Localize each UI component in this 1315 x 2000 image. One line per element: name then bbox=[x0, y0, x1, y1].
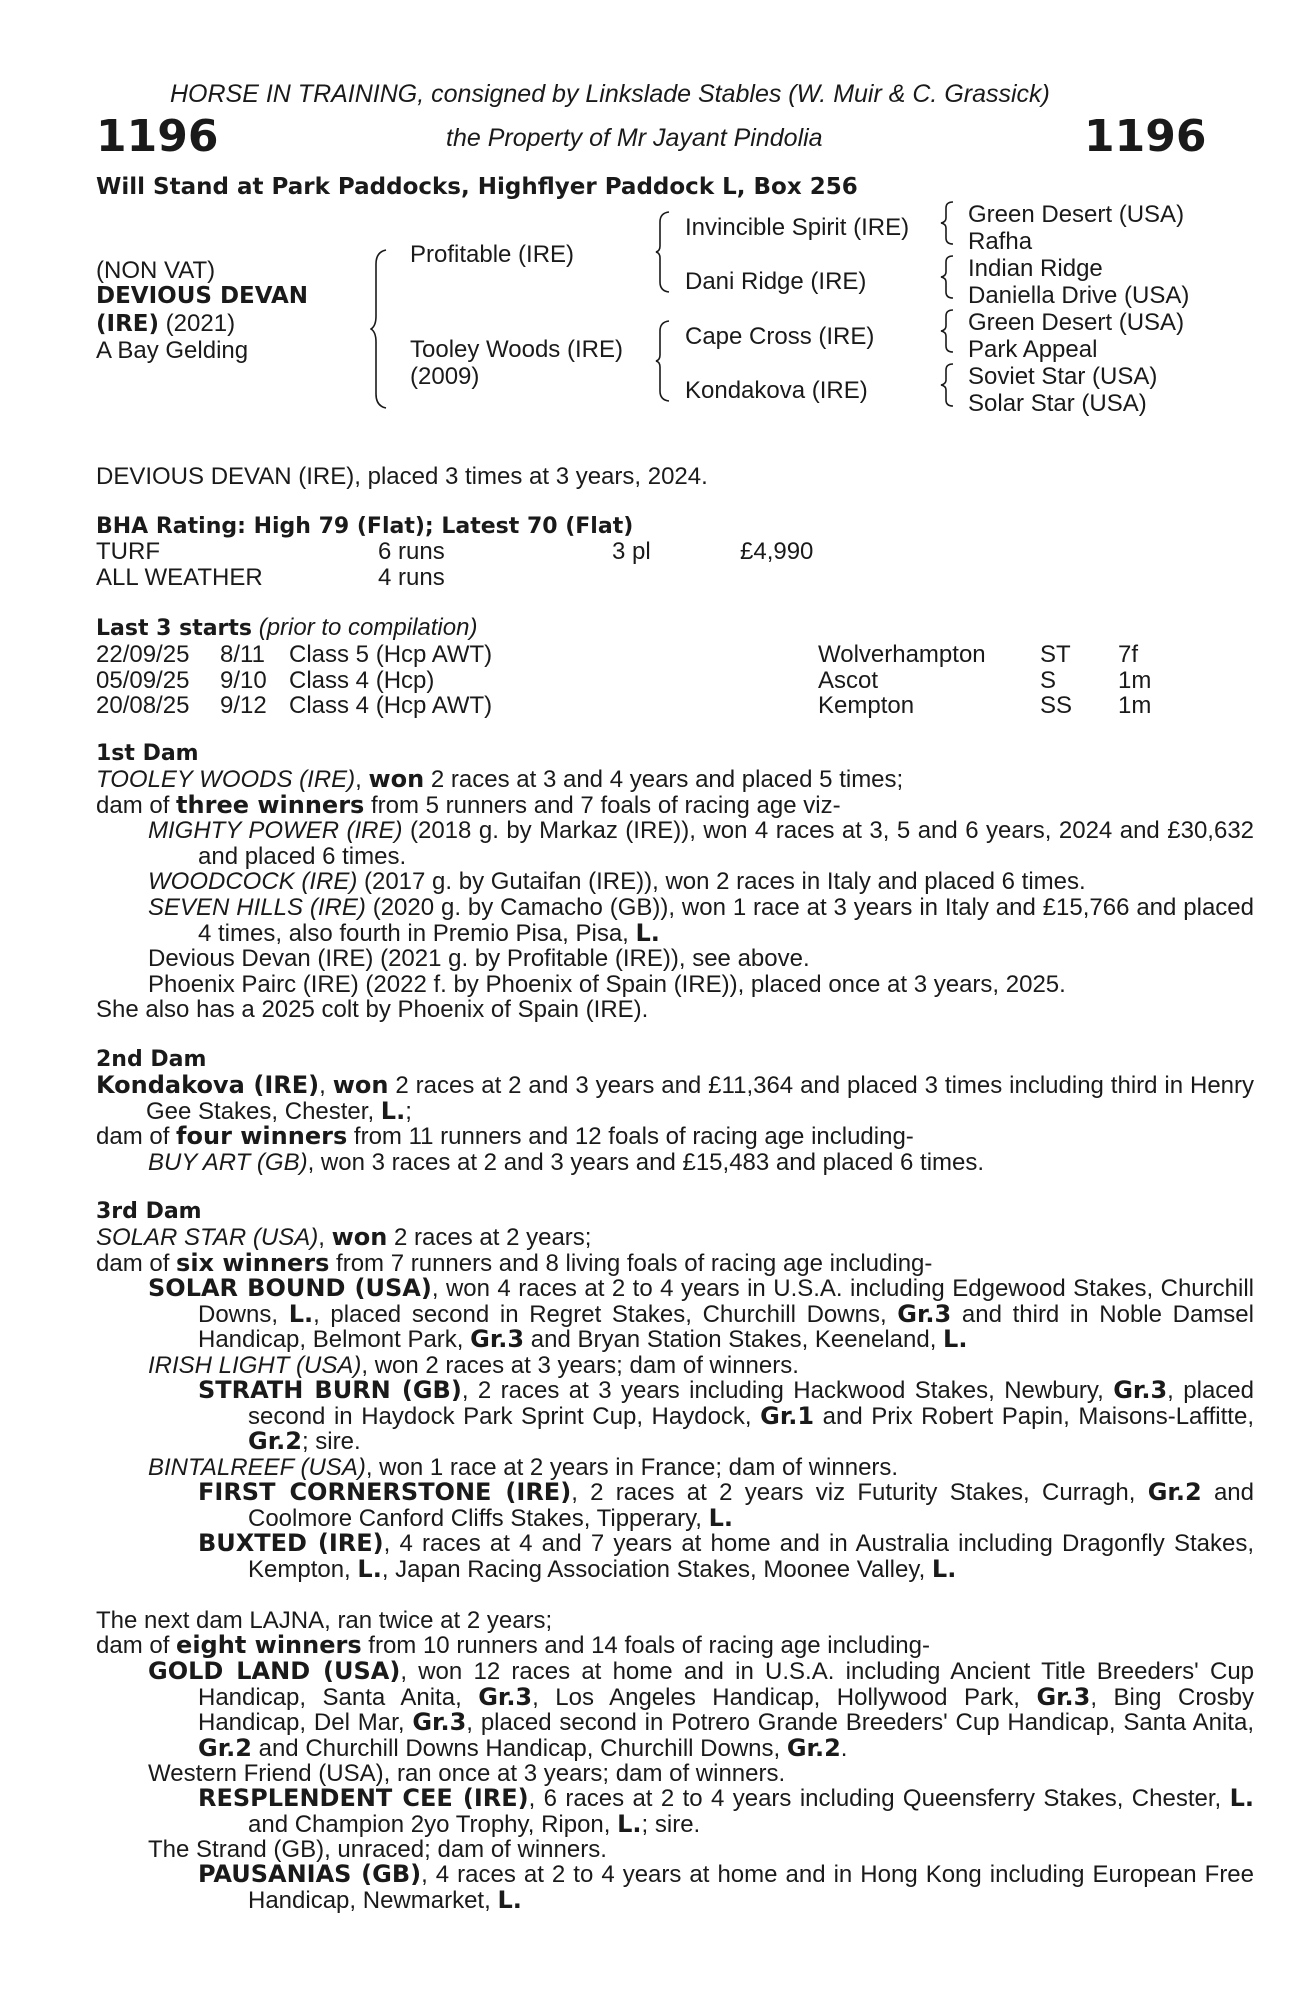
listed-badge: L. bbox=[288, 1299, 314, 1328]
progeny-name: BUY ART (GB) bbox=[148, 1149, 308, 1176]
text: . bbox=[840, 1734, 848, 1762]
listed-badge: L. bbox=[708, 1503, 734, 1532]
winners-count: three winners bbox=[176, 791, 365, 819]
progeny-record: , won 1 race at 2 years in France; dam of winners. bbox=[365, 1454, 899, 1481]
pedigree-gen3-4: Daniella Drive (USA) bbox=[968, 282, 1190, 309]
progeny-entry bbox=[148, 869, 1204, 895]
grand-progeny-entry bbox=[198, 1862, 1254, 1913]
pedigree-dam: Tooley Woods (IRE) bbox=[410, 336, 623, 363]
listed-badge: L. bbox=[931, 1554, 957, 1583]
pedigree-brace-g4 bbox=[940, 362, 956, 408]
start-distance: 7f bbox=[1118, 641, 1139, 668]
start-position: 9/10 bbox=[220, 667, 267, 694]
third-dam-heading: 3rd Dam bbox=[96, 1199, 202, 1224]
pedigree-gen3-2: Rafha bbox=[968, 228, 1033, 255]
pedigree-dam-year: (2009) bbox=[410, 363, 480, 390]
progeny-name: GOLD LAND (USA) bbox=[148, 1657, 401, 1685]
winners-count: eight winners bbox=[176, 1631, 362, 1659]
group-badge: Gr.3 bbox=[1036, 1682, 1091, 1711]
pedigree-gen3-3: Indian Ridge bbox=[968, 255, 1103, 282]
first-dam-produce-line bbox=[96, 793, 1204, 819]
progeny-record: , won 4 races at 2 to 4 years in U.S.A. including Edgewood Stakes, Churchill Downs, bbox=[198, 1275, 1254, 1328]
progeny-record: , placed second in Haydock Park Sprint Cup, Haydock, bbox=[248, 1377, 1254, 1430]
progeny-record: (2017 g. by Gutaifan (IRE)), won 2 races in Italy and placed 6 times. bbox=[357, 868, 1086, 895]
start-row bbox=[0, 641, 1315, 667]
text: dam of bbox=[96, 1250, 177, 1277]
won-label: won bbox=[331, 1223, 388, 1251]
property-line: the Property of Mr Jayant Pindolia bbox=[446, 124, 823, 152]
start-going: SS bbox=[1040, 692, 1073, 719]
text: dam of bbox=[96, 792, 177, 819]
pedigree-brace-dam bbox=[655, 319, 673, 403]
horse-origin-year bbox=[96, 311, 235, 337]
dam-record: 2 races at 2 years; bbox=[387, 1224, 592, 1251]
listed-badge: L. bbox=[357, 1554, 382, 1583]
text: from 11 runners and 12 foals of racing age including- bbox=[347, 1123, 914, 1150]
listed-badge: L. bbox=[497, 1885, 522, 1914]
pedigree-gen3-8: Solar Star (USA) bbox=[968, 390, 1147, 417]
group-badge: Gr.3 bbox=[897, 1299, 952, 1328]
listed-badge: L. bbox=[617, 1809, 642, 1838]
start-date: 20/08/25 bbox=[96, 692, 190, 719]
group-badge: Gr.2 bbox=[1147, 1478, 1202, 1506]
progeny-record: , 4 races at 4 and 7 years at home and in Australia including Dragonfly Stakes, Kempton, bbox=[248, 1530, 1254, 1583]
bha-rating-title: BHA Rating: High 79 (Flat); Latest 70 (Flat) bbox=[96, 514, 634, 539]
listed-badge: L. bbox=[635, 918, 660, 947]
start-class: Class 5 (Hcp AWT) bbox=[289, 641, 493, 668]
pedigree-gen3-1: Green Desert (USA) bbox=[968, 201, 1185, 228]
won-label: won bbox=[332, 1071, 389, 1099]
last-starts-label: Last 3 starts bbox=[96, 616, 253, 641]
progeny-record: , 4 races at 2 to 4 years at home and in Hong Kong including European Free Handicap, Newmarket, bbox=[248, 1861, 1255, 1914]
progeny-record: , won 3 races at 2 and 3 years and £15,483 and placed 6 times. bbox=[307, 1149, 985, 1176]
progeny-record: , won 12 races at home and in U.S.A. including Ancient Title Breeders' Cup Handicap, Santa Anita, bbox=[198, 1658, 1255, 1711]
grand-progeny-entry bbox=[198, 1480, 1254, 1531]
dam-name: SOLAR STAR (USA) bbox=[96, 1224, 319, 1251]
start-distance: 1m bbox=[1118, 667, 1152, 694]
grand-progeny-entry bbox=[198, 1786, 1254, 1837]
progeny-record: and third in Noble Damsel Handicap, Belmont Park, bbox=[198, 1300, 1254, 1353]
second-dam-line: Kondakova (IRE), won 2 races at 2 and 3 years and £11,364 and placed 3 times including third in Henry Gee Stakes, Chester, L.; bbox=[96, 1071, 1255, 1125]
second-dam-heading: 2nd Dam bbox=[96, 1047, 207, 1072]
rating-runs: 4 runs bbox=[378, 564, 445, 591]
horse-origin: (IRE) bbox=[96, 311, 160, 337]
pedigree-brace-g1 bbox=[940, 200, 956, 246]
progeny-entry: The Strand (GB), unraced; dam of winners. bbox=[148, 1836, 607, 1863]
progeny-name: BUXTED (IRE) bbox=[198, 1529, 384, 1557]
progeny-record: (2020 g. by Camacho (GB)), won 1 race at 3 years in Italy and £15,766 and placed 4 times, also fourth in Premio Pisa, Pisa, bbox=[198, 894, 1254, 947]
progeny-record: , 6 races at 2 to 4 years including Queensferry Stakes, Chester, bbox=[528, 1785, 1230, 1812]
pedigree-gen3-5: Green Desert (USA) bbox=[968, 309, 1185, 336]
start-date: 22/09/25 bbox=[96, 641, 190, 668]
start-class: Class 4 (Hcp AWT) bbox=[289, 692, 493, 719]
won-label: won bbox=[368, 765, 425, 793]
progeny-note: She also has a 2025 colt by Phoenix of Spain (IRE). bbox=[96, 996, 649, 1023]
progeny-name: SOLAR BOUND (USA) bbox=[148, 1274, 432, 1302]
first-dam-heading: 1st Dam bbox=[96, 741, 199, 766]
rating-row-turf bbox=[0, 538, 1315, 564]
dam-record: 2 races at 2 and 3 years and £11,364 and placed 3 times including third in Henry Gee Stakes, Chester, bbox=[146, 1072, 1255, 1125]
progeny-record: (2018 g. by Markaz (IRE)), won 4 races at 3, 5 and 6 years, 2024 and £30,632 and placed 6 times. bbox=[198, 817, 1255, 870]
pedigree-gen3-6: Park Appeal bbox=[968, 336, 1098, 363]
start-position: 9/12 bbox=[220, 692, 267, 719]
progeny-entry: Phoenix Pairc (IRE) (2022 f. by Phoenix of Spain (IRE)), placed once at 3 years, 2025. bbox=[148, 971, 1066, 998]
horse-name: DEVIOUS DEVAN bbox=[96, 283, 309, 309]
dam-name: TOOLEY WOODS (IRE) bbox=[96, 766, 356, 793]
text: ; bbox=[405, 1097, 412, 1125]
progeny-record: and Champion 2yo Trophy, Ripon, bbox=[248, 1810, 618, 1838]
grand-progeny-entry bbox=[198, 1378, 1254, 1455]
progeny-name: STRATH BURN (GB) bbox=[198, 1376, 462, 1404]
progeny-record: ; sire. bbox=[301, 1428, 361, 1455]
lot-number-left: 1196 bbox=[96, 111, 219, 162]
next-dam-line: The next dam LAJNA, ran twice at 2 years; bbox=[96, 1607, 553, 1634]
start-course: Wolverhampton bbox=[818, 641, 986, 668]
start-row bbox=[0, 692, 1315, 718]
pedigree-brace-main bbox=[370, 248, 392, 410]
pedigree-dam-sire: Cape Cross (IRE) bbox=[685, 323, 875, 350]
start-position: 8/11 bbox=[220, 641, 265, 668]
text: dam of bbox=[96, 1632, 177, 1659]
text: from 10 runners and 14 foals of racing age including- bbox=[361, 1632, 930, 1659]
progeny-entry bbox=[148, 1276, 1254, 1353]
second-dam-produce-line bbox=[96, 1124, 1204, 1150]
horse-year: (2021) bbox=[159, 310, 236, 337]
start-distance: 1m bbox=[1118, 692, 1152, 719]
text: from 7 runners and 8 living foals of racing age including- bbox=[329, 1250, 933, 1277]
progeny-name: PAUSANIAS (GB) bbox=[198, 1860, 422, 1888]
grand-progeny-entry bbox=[198, 1531, 1254, 1582]
pedigree-gen3-7: Soviet Star (USA) bbox=[968, 363, 1158, 390]
rating-placed: 3 pl bbox=[612, 538, 651, 565]
pedigree-sire-dam: Dani Ridge (IRE) bbox=[685, 268, 867, 295]
progeny-name: IRISH LIGHT (USA) bbox=[148, 1352, 362, 1379]
group-badge: Gr.3 bbox=[478, 1682, 533, 1711]
progeny-record: , placed second in Regret Stakes, Churchill Downs, bbox=[313, 1300, 898, 1328]
last-starts-note: (prior to compilation) bbox=[252, 614, 478, 641]
progeny-name: RESPLENDENT CEE (IRE) bbox=[198, 1784, 529, 1812]
progeny-entry bbox=[148, 818, 1254, 869]
progeny-entry bbox=[148, 1150, 1204, 1176]
third-dam-line: SOLAR STAR (USA), won 2 races at 2 years; bbox=[96, 1223, 592, 1251]
progeny-record: and Coolmore Canford Cliffs Stakes, Tipperary, bbox=[248, 1479, 1254, 1532]
progeny-record: , 2 races at 2 years viz Futurity Stakes, Curragh, bbox=[571, 1479, 1148, 1506]
group-badge: Gr.2 bbox=[198, 1733, 252, 1762]
start-class: Class 4 (Hcp) bbox=[289, 667, 435, 694]
progeny-record: and Bryan Station Stakes, Keeneland, bbox=[524, 1326, 944, 1353]
progeny-name: SEVEN HILLS (IRE) bbox=[148, 894, 366, 921]
progeny-entry: Western Friend (USA), ran once at 3 years; dam of winners. bbox=[148, 1760, 786, 1787]
lot-number-right: 1196 bbox=[1084, 111, 1207, 162]
first-dam-line: TOOLEY WOODS (IRE), won 2 races at 3 and 4 years and placed 5 times; bbox=[96, 765, 904, 793]
start-going: ST bbox=[1040, 641, 1071, 668]
pedigree-brace-sire bbox=[655, 210, 673, 294]
progeny-record: and Churchill Downs Handicap, Churchill Downs, bbox=[251, 1734, 787, 1762]
progeny-record: , Los Angeles Handicap, Hollywood Park, bbox=[532, 1683, 1037, 1711]
start-going: S bbox=[1040, 667, 1057, 694]
pedigree-sire: Profitable (IRE) bbox=[410, 241, 575, 268]
progeny-record: , won 2 races at 3 years; dam of winners. bbox=[361, 1352, 799, 1379]
race-summary: DEVIOUS DEVAN (IRE), placed 3 times at 3 years, 2024. bbox=[96, 463, 708, 490]
progeny-record: , 2 races at 3 years including Hackwood Stakes, Newbury, bbox=[461, 1377, 1114, 1404]
rating-surface: ALL WEATHER bbox=[96, 564, 263, 591]
listed-badge: L. bbox=[943, 1325, 968, 1353]
horse-description: A Bay Gelding bbox=[96, 337, 249, 364]
pedigree-brace-g2 bbox=[940, 254, 956, 300]
progeny-record: and Prix Robert Papin, Maisons-Laffitte, bbox=[814, 1402, 1254, 1430]
consignor-line: HORSE IN TRAINING, consigned by Linkslade Stables (W. Muir & C. Grassick) bbox=[170, 80, 1050, 108]
stable-location: Will Stand at Park Paddocks, Highflyer Paddock L, Box 256 bbox=[96, 174, 858, 200]
winners-count: four winners bbox=[176, 1122, 348, 1150]
third-dam-produce-line bbox=[96, 1251, 1204, 1277]
rating-surface: TURF bbox=[96, 538, 160, 565]
progeny-name: FIRST CORNERSTONE (IRE) bbox=[198, 1478, 572, 1506]
group-badge: Gr.3 bbox=[470, 1325, 525, 1353]
rating-runs: 6 runs bbox=[378, 538, 445, 565]
group-badge: Gr.3 bbox=[412, 1708, 467, 1736]
start-course: Kempton bbox=[818, 692, 915, 719]
dam-name: Kondakova (IRE) bbox=[96, 1071, 320, 1099]
progeny-name: WOODCOCK (IRE) bbox=[148, 868, 358, 895]
progeny-record: , placed second in Potrero Grande Breeders' Cup Handicap, Santa Anita, bbox=[466, 1709, 1254, 1736]
start-date: 05/09/25 bbox=[96, 667, 190, 694]
text: ; sire. bbox=[641, 1810, 701, 1838]
progeny-entry: Devious Devan (IRE) (2021 g. by Profitable (IRE)), see above. bbox=[148, 945, 810, 972]
vat-status: (NON VAT) bbox=[96, 257, 216, 284]
progeny-entry bbox=[148, 1353, 1204, 1379]
text: from 5 runners and 7 foals of racing age viz- bbox=[364, 792, 841, 819]
progeny-entry bbox=[148, 1659, 1254, 1761]
listed-badge: L. bbox=[380, 1096, 406, 1125]
pedigree-sire-sire: Invincible Spirit (IRE) bbox=[685, 214, 910, 241]
start-row bbox=[0, 667, 1315, 693]
rating-row-aw bbox=[0, 564, 1315, 590]
next-dam-produce-line bbox=[96, 1633, 1204, 1659]
progeny-record: , Bing Crosby Handicap, Del Mar, bbox=[198, 1683, 1255, 1736]
group-badge: Gr.2 bbox=[786, 1733, 841, 1762]
pedigree-dam-dam: Kondakova (IRE) bbox=[685, 377, 868, 404]
winners-count: six winners bbox=[176, 1249, 330, 1277]
progeny-entry bbox=[148, 1455, 1204, 1481]
progeny-entry bbox=[148, 895, 1254, 946]
text: dam of bbox=[96, 1123, 177, 1150]
pedigree-brace-g3 bbox=[940, 308, 956, 354]
listed-badge: L. bbox=[1229, 1784, 1254, 1812]
progeny-name: MIGHTY POWER (IRE) bbox=[148, 817, 403, 844]
progeny-name: BINTALREEF (USA) bbox=[148, 1454, 366, 1481]
dam-record: 2 races at 3 and 4 years and placed 5 times; bbox=[424, 766, 904, 793]
group-badge: Gr.2 bbox=[248, 1427, 302, 1455]
progeny-record: , Japan Racing Association Stakes, Moonee Valley, bbox=[381, 1555, 932, 1583]
group-badge: Gr.1 bbox=[760, 1401, 815, 1430]
last-starts-title bbox=[96, 615, 477, 641]
group-badge: Gr.3 bbox=[1113, 1376, 1168, 1404]
start-course: Ascot bbox=[818, 667, 879, 694]
rating-prize: £4,990 bbox=[740, 538, 814, 565]
